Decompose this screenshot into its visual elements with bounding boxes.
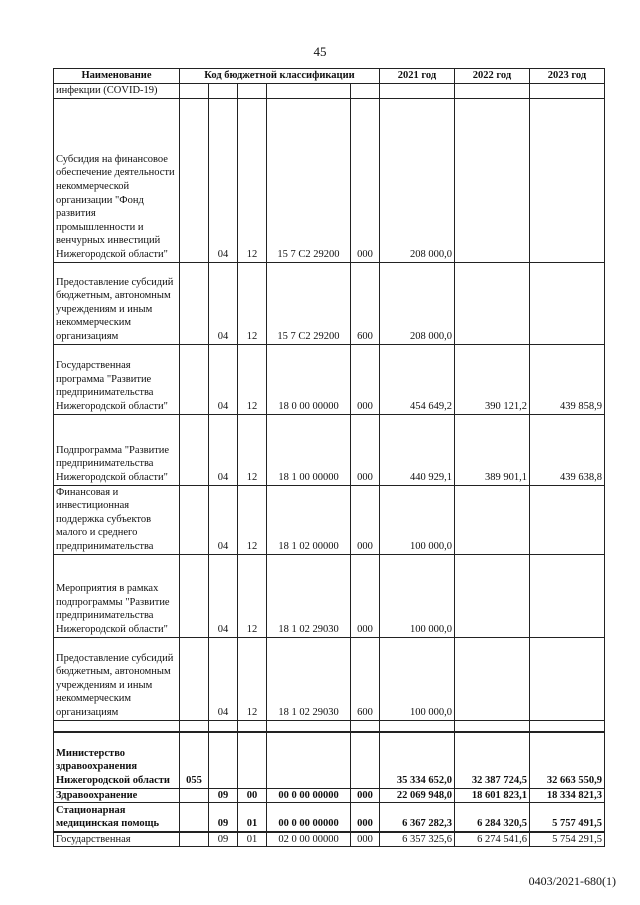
row-value-2023 (530, 262, 605, 344)
row-value-2023 (530, 554, 605, 637)
table-row (54, 98, 605, 262)
row-subsection: 01 (238, 832, 267, 847)
row-name: Подпрограмма "Развитие предпринимательства Нижегородской области" (54, 414, 180, 485)
row-value-2021 (380, 84, 455, 99)
row-dept (180, 344, 209, 414)
row-value-2021: 100 000,0 (380, 485, 455, 554)
table-row (54, 344, 605, 414)
row-value-2022 (455, 554, 530, 637)
table-row (54, 485, 605, 554)
row-target-code: 18 0 00 00000 (267, 344, 351, 414)
row-target-code: 00 0 00 00000 (267, 803, 351, 832)
row-name: Государственная (54, 832, 180, 847)
row-value-2022 (455, 637, 530, 720)
row-section: 04 (209, 637, 238, 720)
table-row (54, 788, 605, 803)
row-dept (180, 637, 209, 720)
row-value-2021: 6 357 325,6 (380, 832, 455, 847)
row-dept (180, 832, 209, 847)
row-section: 09 (209, 803, 238, 832)
header-2022: 2022 год (455, 69, 530, 84)
header-2021: 2021 год (380, 69, 455, 84)
row-name: Стационарная медицинская помощь (54, 803, 180, 832)
row-target-code: 18 1 00 00000 (267, 414, 351, 485)
row-target-code: 18 1 02 29030 (267, 637, 351, 720)
row-expense-type: 600 (351, 637, 380, 720)
table-row (54, 637, 605, 720)
row-value-2021: 6 367 282,3 (380, 803, 455, 832)
row-value-2023: 5 754 291,5 (530, 832, 605, 847)
row-expense-type: 000 (351, 832, 380, 847)
row-name (54, 720, 180, 732)
row-expense-type: 000 (351, 803, 380, 832)
row-value-2022: 390 121,2 (455, 344, 530, 414)
row-value-2021: 22 069 948,0 (380, 788, 455, 803)
row-expense-type: 000 (351, 554, 380, 637)
table-row (54, 832, 605, 847)
row-section: 04 (209, 344, 238, 414)
row-expense-type (351, 84, 380, 99)
row-section: 09 (209, 788, 238, 803)
row-name: Субсидия на финансовое обеспечение деятельности некоммерческой организации "Фонд развития промышленности и венчурных инвестиций Нижегородской области" (54, 98, 180, 262)
table-row (54, 720, 605, 732)
row-name: Государственная программа "Развитие предпринимательства Нижегородской области" (54, 344, 180, 414)
row-value-2021 (380, 720, 455, 732)
row-value-2023 (530, 485, 605, 554)
row-value-2022: 18 601 823,1 (455, 788, 530, 803)
row-value-2022 (455, 485, 530, 554)
row-value-2023: 439 638,8 (530, 414, 605, 485)
header-name: Наименование (54, 69, 180, 84)
row-expense-type: 000 (351, 485, 380, 554)
row-expense-type: 000 (351, 98, 380, 262)
table-row (54, 732, 605, 788)
row-expense-type: 000 (351, 344, 380, 414)
row-subsection: 12 (238, 344, 267, 414)
row-value-2023 (530, 98, 605, 262)
row-target-code (267, 732, 351, 788)
row-dept (180, 98, 209, 262)
row-value-2021: 454 649,2 (380, 344, 455, 414)
row-name: инфекции (COVID-19) (54, 84, 180, 99)
row-name: Здравоохранение (54, 788, 180, 803)
row-dept (180, 788, 209, 803)
row-section: 09 (209, 832, 238, 847)
row-dept: 055 (180, 732, 209, 788)
row-target-code: 15 7 С2 29200 (267, 262, 351, 344)
row-dept (180, 554, 209, 637)
row-section: 04 (209, 414, 238, 485)
row-value-2023: 18 334 821,3 (530, 788, 605, 803)
table-row (54, 84, 605, 99)
header-code: Код бюджетной классификации (180, 69, 380, 84)
row-name: Министерство здравоохранения Нижегородской области (54, 732, 180, 788)
row-value-2021: 208 000,0 (380, 262, 455, 344)
row-subsection: 12 (238, 414, 267, 485)
row-dept (180, 262, 209, 344)
page-number: 45 (313, 44, 327, 59)
row-subsection: 12 (238, 485, 267, 554)
row-value-2021: 100 000,0 (380, 637, 455, 720)
row-target-code: 02 0 00 00000 (267, 832, 351, 847)
row-expense-type: 000 (351, 414, 380, 485)
row-dept (180, 84, 209, 99)
row-expense-type: 000 (351, 788, 380, 803)
header-row (54, 69, 605, 84)
row-target-code (267, 720, 351, 732)
row-section: 04 (209, 262, 238, 344)
budget-table (53, 68, 605, 847)
row-subsection (238, 84, 267, 99)
row-value-2022: 6 284 320,5 (455, 803, 530, 832)
row-dept (180, 720, 209, 732)
row-dept (180, 414, 209, 485)
row-section: 04 (209, 485, 238, 554)
row-name: Финансовая и инвестиционная поддержка субъектов малого и среднего предпринимательства (54, 485, 180, 554)
table-row (54, 262, 605, 344)
row-section: 04 (209, 98, 238, 262)
row-value-2021: 440 929,1 (380, 414, 455, 485)
row-dept (180, 485, 209, 554)
row-value-2023 (530, 84, 605, 99)
table-row (54, 554, 605, 637)
row-value-2022 (455, 720, 530, 732)
row-value-2023 (530, 720, 605, 732)
row-target-code: 18 1 02 29030 (267, 554, 351, 637)
row-value-2022 (455, 262, 530, 344)
row-subsection (238, 720, 267, 732)
row-section (209, 732, 238, 788)
row-target-code: 18 1 02 00000 (267, 485, 351, 554)
row-target-code: 00 0 00 00000 (267, 788, 351, 803)
row-subsection: 12 (238, 262, 267, 344)
header-2023: 2023 год (530, 69, 605, 84)
row-section: 04 (209, 554, 238, 637)
row-value-2023: 5 757 491,5 (530, 803, 605, 832)
row-subsection: 01 (238, 803, 267, 832)
row-section (209, 720, 238, 732)
row-value-2021: 35 334 652,0 (380, 732, 455, 788)
row-value-2022: 6 274 541,6 (455, 832, 530, 847)
row-value-2022 (455, 84, 530, 99)
row-name: Предоставление субсидий бюджетным, автономным учреждениям и иным некоммерческим организациям (54, 262, 180, 344)
row-value-2021: 100 000,0 (380, 554, 455, 637)
row-value-2023 (530, 637, 605, 720)
row-value-2022: 32 387 724,5 (455, 732, 530, 788)
row-expense-type (351, 732, 380, 788)
row-dept (180, 803, 209, 832)
row-subsection: 12 (238, 98, 267, 262)
row-value-2022 (455, 98, 530, 262)
table-row (54, 803, 605, 832)
row-value-2021: 208 000,0 (380, 98, 455, 262)
row-name: Предоставление субсидий бюджетным, автономным учреждениям и иным некоммерческим организациям (54, 637, 180, 720)
row-section (209, 84, 238, 99)
row-subsection: 12 (238, 554, 267, 637)
row-expense-type: 600 (351, 262, 380, 344)
row-target-code (267, 84, 351, 99)
row-subsection (238, 732, 267, 788)
table-row (54, 414, 605, 485)
row-target-code: 15 7 С2 29200 (267, 98, 351, 262)
row-subsection: 00 (238, 788, 267, 803)
document-code: 0403/2021-680(1) (528, 874, 616, 888)
row-subsection: 12 (238, 637, 267, 720)
row-value-2023: 439 858,9 (530, 344, 605, 414)
row-name: Мероприятия в рамках подпрограммы "Развитие предпринимательства Нижегородской области" (54, 554, 180, 637)
row-expense-type (351, 720, 380, 732)
row-value-2023: 32 663 550,9 (530, 732, 605, 788)
row-value-2022: 389 901,1 (455, 414, 530, 485)
